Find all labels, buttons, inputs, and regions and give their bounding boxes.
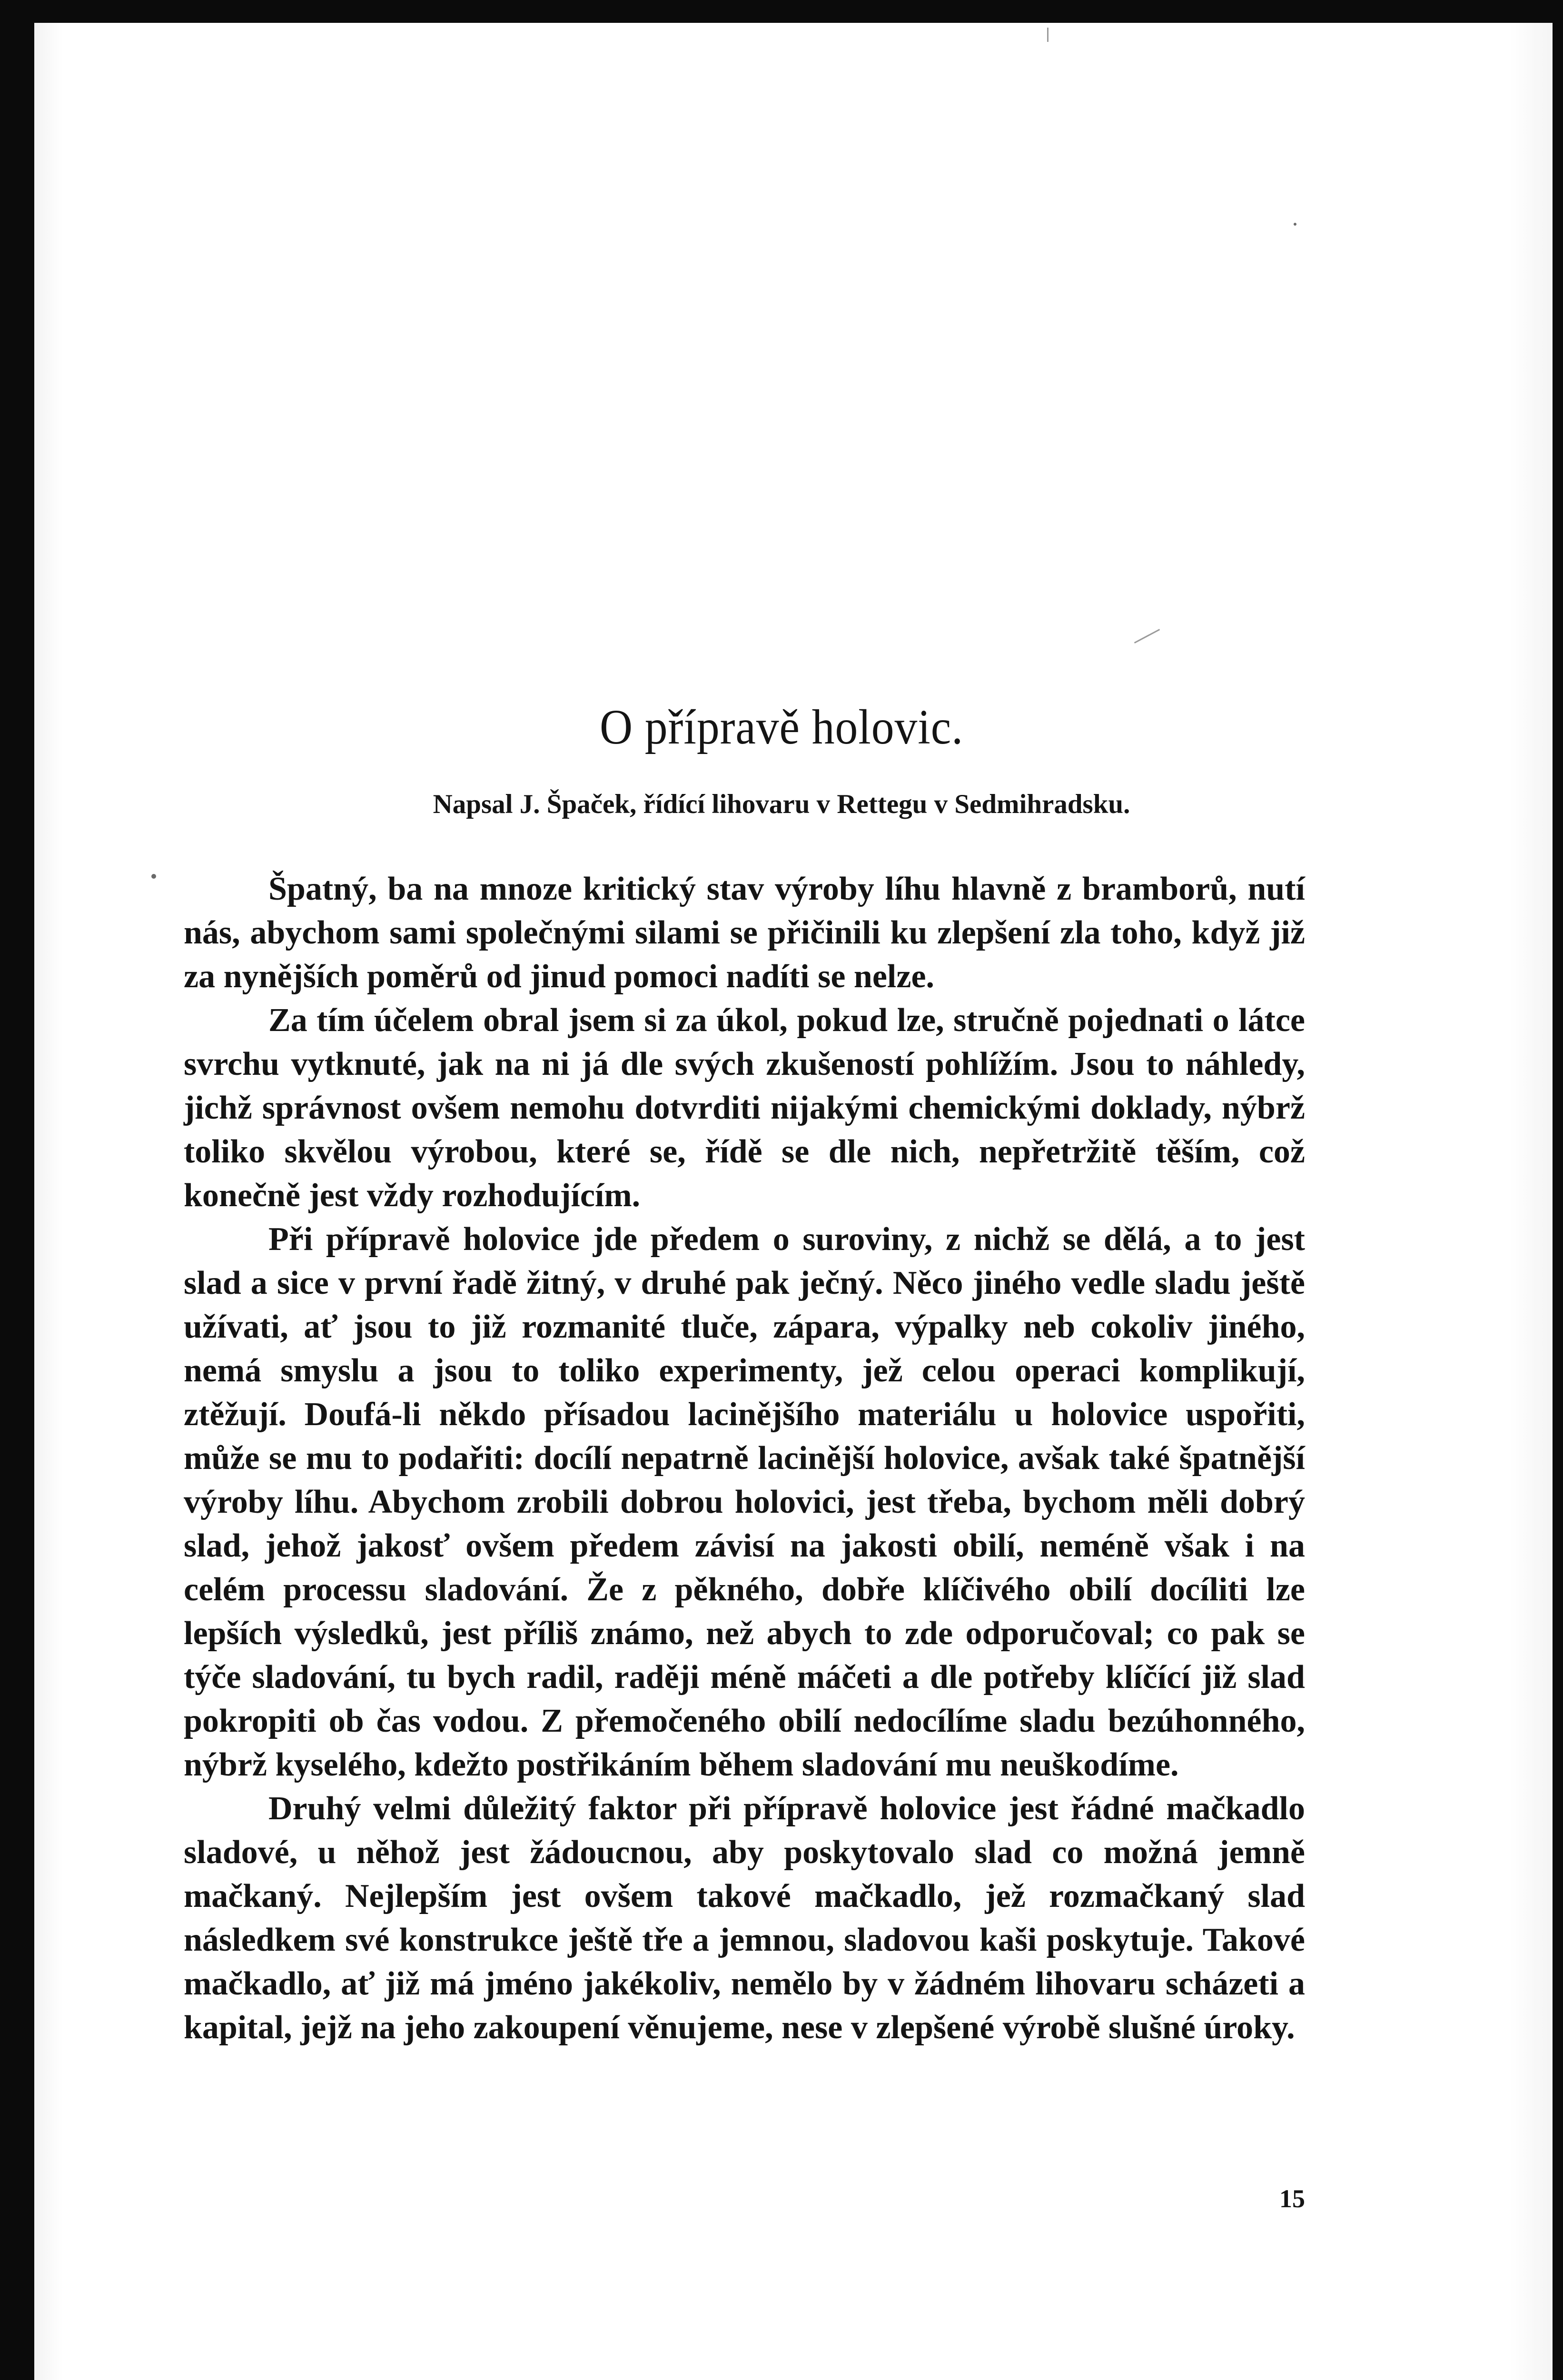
paragraph: Při přípravě holovice jde předem o suroviny, z nichž se dělá, a to jest slad a sice v první řadě žitný, v druhé pak ječný. Něco jiného vedle sladu ještě užívati, ať jsou to již rozmanité tluče, zápara, výpalky neb cokoliv jiného, nemá smyslu a jsou to toliko experimenty, jež celou operaci komplikují, ztěžují. Doufá-li někdo přísadou lacinějšího materiálu u holovice uspořiti, může se mu to podařiti: docílí nepatrně lacinější holovice, avšak také špatnější výroby líhu. Abychom zrobili dobrou holovici, jest třeba, bychom měli dobrý slad, jehož jakosť ovšem předem závisí na jakosti obilí, neméně však i na celém processu sladování. Že z pěkného, dobře klíčivého obilí docíliti lze lepších výsledků, jest příliš známo, než abych to zde odporučoval; co pak se týče sladování, tu bych radil, raději méně máčeti a dle potřeby klíčící již slad pokropiti ob čas vodou. Z přemočeného obilí nedocílíme sladu bezúhonného, nýbrž kyselého, kdežto postřikáním během sladování mu neuškodíme. <box>184 1221 1305 1783</box>
article-title: O přípravě holovic. <box>599 700 964 754</box>
scan-speck <box>1294 223 1296 226</box>
scan-scratch <box>1047 28 1049 42</box>
paragraph: Za tím účelem obral jsem si za úkol, pokud lze, stručně pojednati o látce svrchu vytknuté, jak na ni já dle svých zkušeností pohlížím. Jsou to náhledy, jichž správnost ovšem nemohu dotvrditi nijakými chemickými doklady, nýbrž toliko skvělou výrobou, které se, řídě se dle nich, nepřetržitě těším, což konečně jest vždy rozhodujícím. <box>184 1002 1305 1214</box>
scan-speck <box>151 874 156 879</box>
scan-border-left <box>0 0 34 2380</box>
paragraph: Špatný, ba na mnoze kritický stav výroby líhu hlavně z bramborů, nutí nás, abychom sami společnými silami se přičinili ku zlepšení zla toho, když již za nynějších poměrů od jinud pomoci nadíti se nelze. <box>184 871 1305 995</box>
article-body <box>184 867 1305 2050</box>
scan-border-top <box>0 0 1563 23</box>
paragraph: Druhý velmi důležitý faktor při přípravě holovice jest řádné mačkadlo sladové, u něhož jest žádoucnou, aby poskytovalo slad co možná jemně mačkaný. Nejlepším jest ovšem takové mačkadlo, jež rozmačkaný slad následkem své konstrukce ještě tře a jemnou, sladovou kaši poskytuje. Takové mačkadlo, ať již má jméno jakékoliv, nemělo by v žádném lihovaru scházeti a kapital, jejž na jeho zakoupení věnujeme, nese v zlepšené výrobě slušné úroky. <box>184 1790 1305 2046</box>
scan-border-right <box>1553 0 1563 2380</box>
article-byline: Napsal J. Špaček, řídící lihovaru v Rettegu v Sedmihradsku. <box>433 789 1130 819</box>
page-number: 15 <box>1279 2184 1305 2213</box>
